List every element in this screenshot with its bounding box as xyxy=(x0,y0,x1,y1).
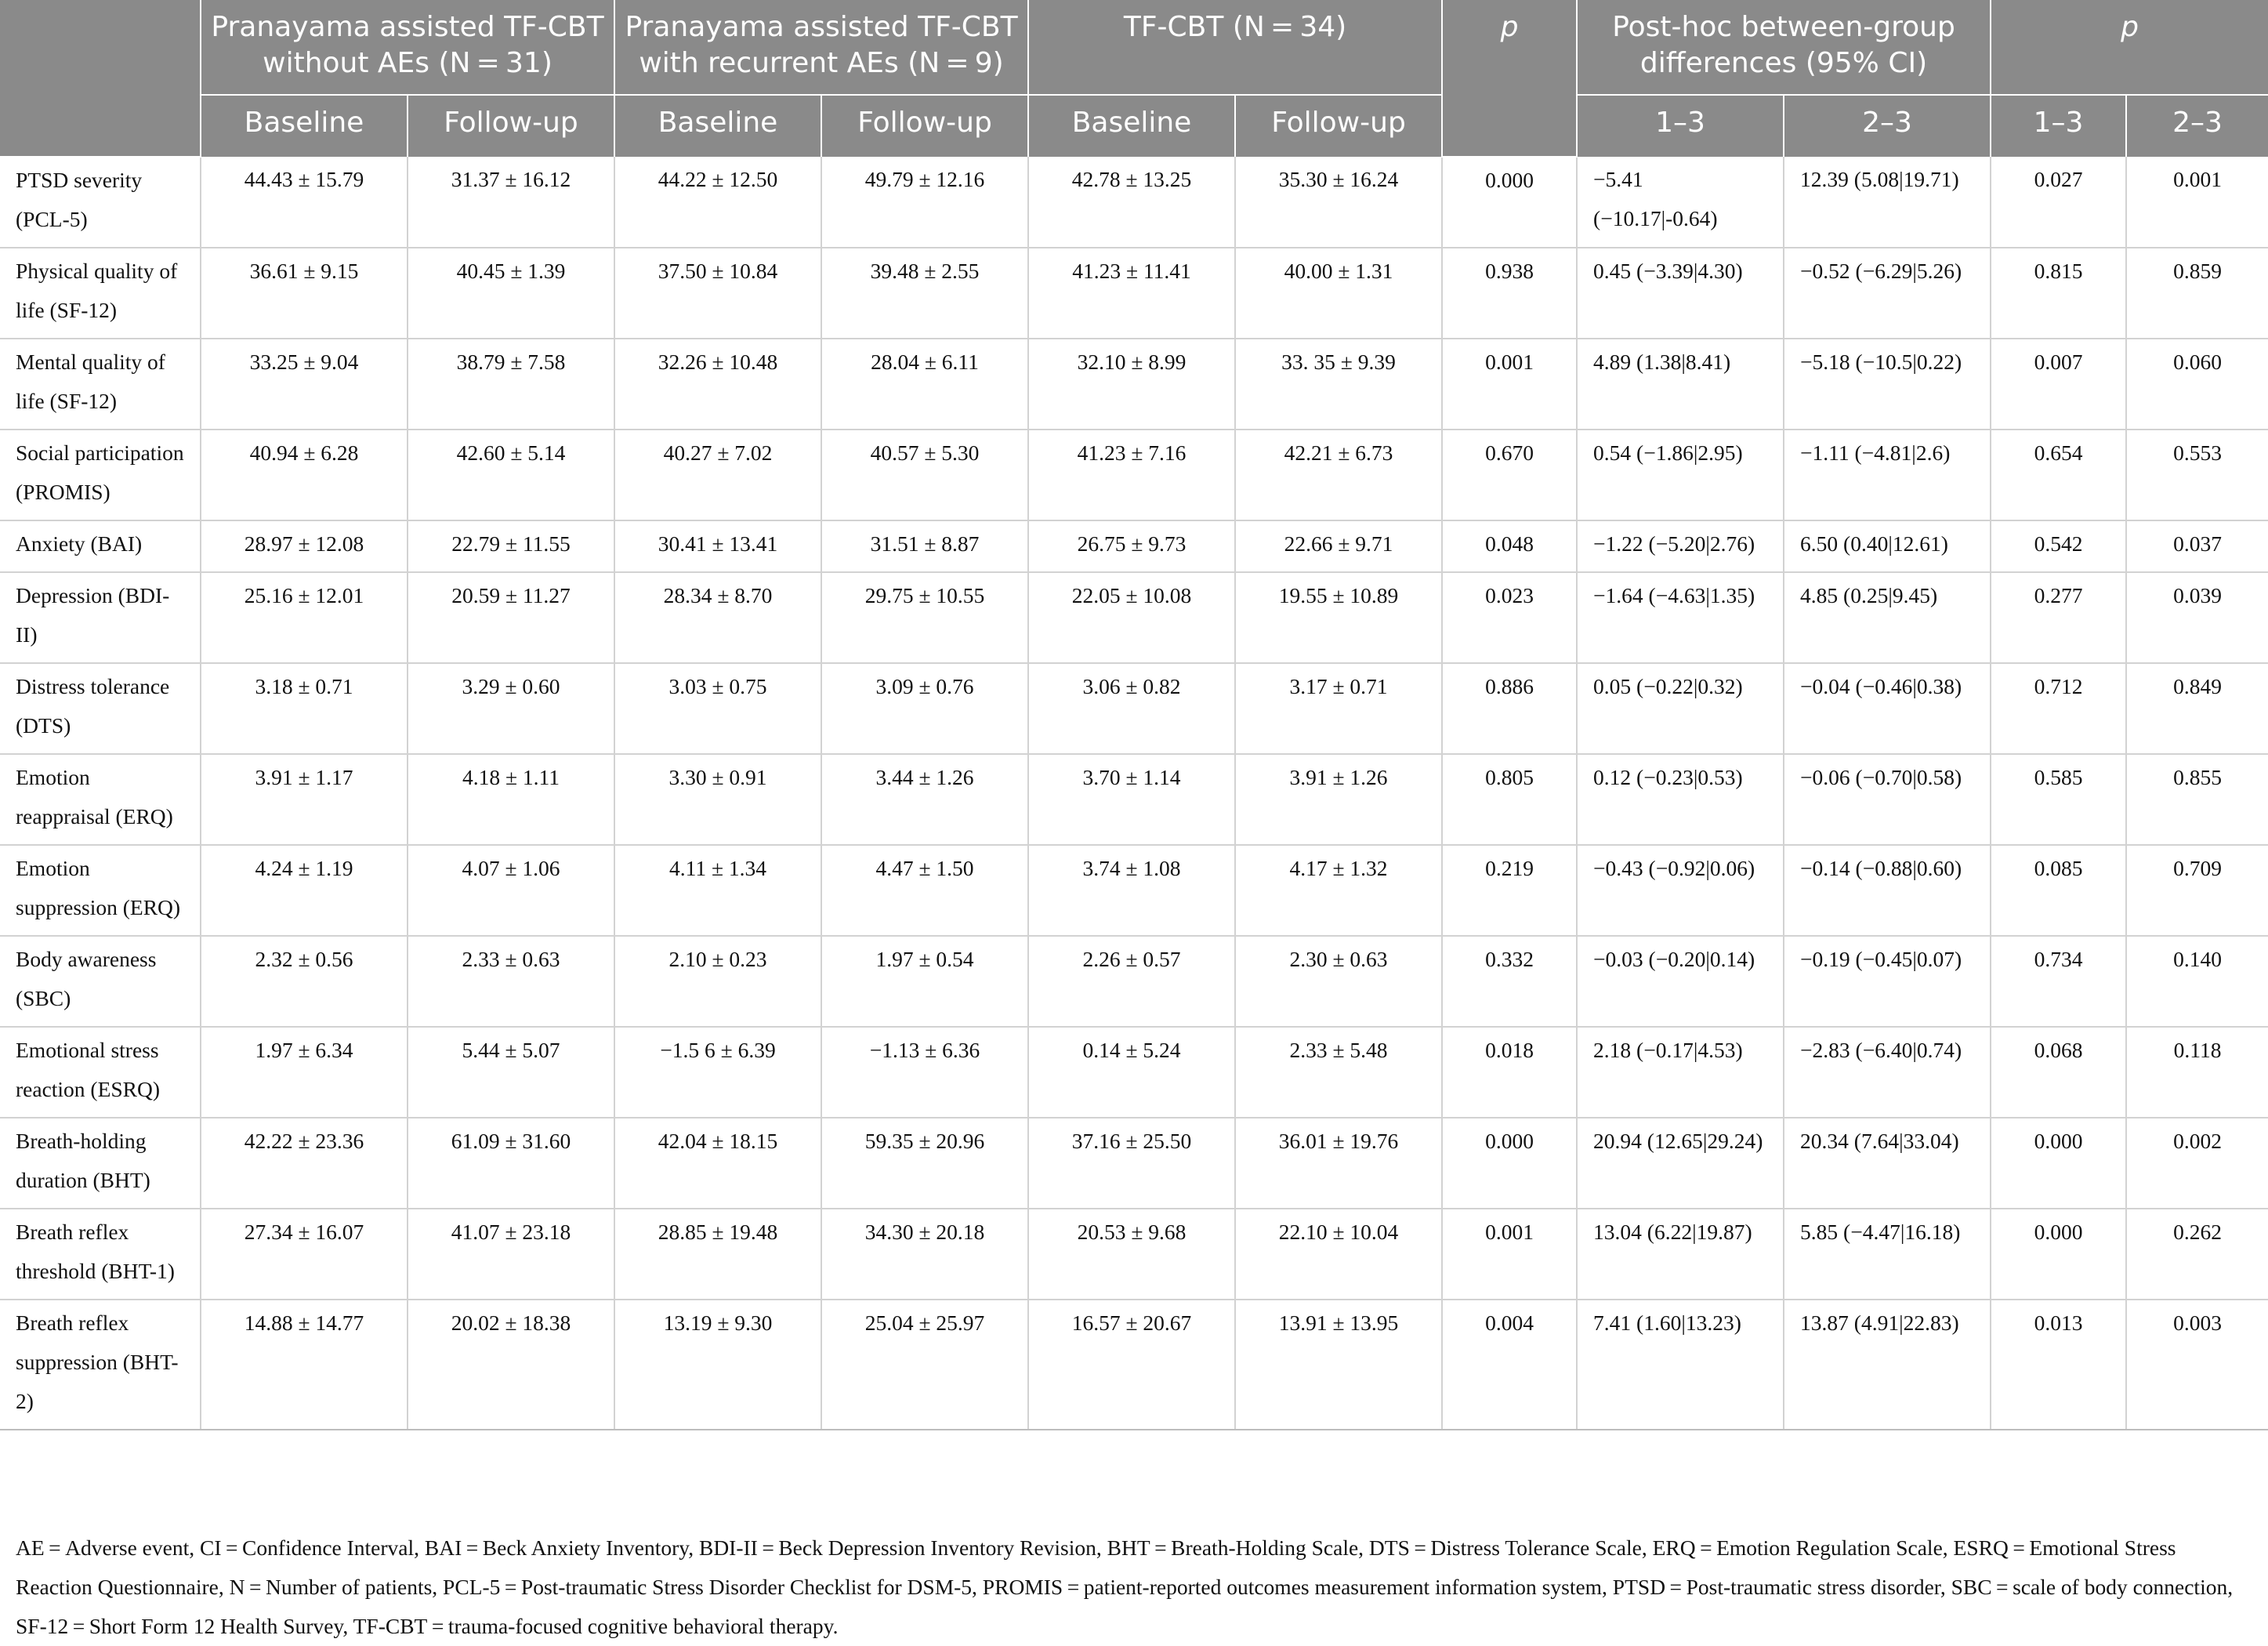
table-cell: 26.75 ± 9.73 xyxy=(1028,520,1235,572)
table-cell: 0.002 xyxy=(2126,1118,2268,1209)
table-cell: 0.004 xyxy=(1442,1300,1577,1430)
table-cell: 0.815 xyxy=(1991,248,2126,339)
table-row xyxy=(0,430,2268,520)
table-cell: 19.55 ± 10.89 xyxy=(1235,572,1442,663)
table-cell: 31.37 ± 16.12 xyxy=(408,157,614,248)
table-cell: 0.670 xyxy=(1442,430,1577,520)
table-cell: −1.11 (−4.81|2.6) xyxy=(1784,430,1991,520)
table-row xyxy=(0,157,2268,248)
table-cell: 0.048 xyxy=(1442,520,1577,572)
table-cell: −1.22 (−5.20|2.76) xyxy=(1577,520,1784,572)
table-cell: 0.000 xyxy=(1442,157,1577,248)
sub-header: Follow-up xyxy=(408,95,614,157)
table-cell: 0.037 xyxy=(2126,520,2268,572)
table-cell: 1.97 ± 0.54 xyxy=(821,936,1028,1027)
table-cell: 7.41 (1.60|13.23) xyxy=(1577,1300,1784,1430)
row-label: Breath reflex threshold (BHT-1) xyxy=(0,1209,201,1300)
table-row xyxy=(0,1118,2268,1209)
table-cell: 20.53 ± 9.68 xyxy=(1028,1209,1235,1300)
table-cell: 0.001 xyxy=(2126,157,2268,248)
table-cell: 12.39 (5.08|19.71) xyxy=(1784,157,1991,248)
table-cell: 2.33 ± 5.48 xyxy=(1235,1027,1442,1118)
table-cell: 44.43 ± 15.79 xyxy=(201,157,408,248)
table-cell: 3.91 ± 1.17 xyxy=(201,754,408,845)
table-cell: 13.19 ± 9.30 xyxy=(614,1300,821,1430)
table-cell: 3.06 ± 0.82 xyxy=(1028,663,1235,754)
table-cell: 3.17 ± 0.71 xyxy=(1235,663,1442,754)
table-cell: 20.59 ± 11.27 xyxy=(408,572,614,663)
table-row xyxy=(0,663,2268,754)
table-row xyxy=(0,1027,2268,1118)
table-cell: 40.94 ± 6.28 xyxy=(201,430,408,520)
table-cell: −1.13 ± 6.36 xyxy=(821,1027,1028,1118)
table-cell: 3.29 ± 0.60 xyxy=(408,663,614,754)
table-cell: 42.04 ± 18.15 xyxy=(614,1118,821,1209)
table-cell: 42.22 ± 23.36 xyxy=(201,1118,408,1209)
row-label: Breath-holding duration (BHT) xyxy=(0,1118,201,1209)
table-cell: 0.12 (−0.23|0.53) xyxy=(1577,754,1784,845)
table-cell: 28.34 ± 8.70 xyxy=(614,572,821,663)
table-cell: 33.25 ± 9.04 xyxy=(201,339,408,430)
sub-header: Follow-up xyxy=(821,95,1028,157)
table-cell: 3.03 ± 0.75 xyxy=(614,663,821,754)
table-cell: 0.000 xyxy=(1991,1209,2126,1300)
header-group2: Pranayama assisted TF-CBT with recurrent AEs (N = 9) xyxy=(614,0,1028,95)
table-cell: 27.34 ± 16.07 xyxy=(201,1209,408,1300)
table-cell: 14.88 ± 14.77 xyxy=(201,1300,408,1430)
table-cell: 4.07 ± 1.06 xyxy=(408,845,614,936)
table-cell: 0.849 xyxy=(2126,663,2268,754)
table-cell: 28.85 ± 19.48 xyxy=(614,1209,821,1300)
sub-header: 2–3 xyxy=(1784,95,1991,157)
table-cell: 0.45 (−3.39|4.30) xyxy=(1577,248,1784,339)
table-cell: 0.859 xyxy=(2126,248,2268,339)
table-cell: 4.24 ± 1.19 xyxy=(201,845,408,936)
table-cell: 13.91 ± 13.95 xyxy=(1235,1300,1442,1430)
table-cell: 3.09 ± 0.76 xyxy=(821,663,1028,754)
table-cell: 2.32 ± 0.56 xyxy=(201,936,408,1027)
table-cell: 25.16 ± 12.01 xyxy=(201,572,408,663)
table-cell: 0.886 xyxy=(1442,663,1577,754)
table-cell: 37.16 ± 25.50 xyxy=(1028,1118,1235,1209)
table-cell: 4.89 (1.38|8.41) xyxy=(1577,339,1784,430)
row-label: Physical quality of life (SF-12) xyxy=(0,248,201,339)
table-cell: −2.83 (−6.40|0.74) xyxy=(1784,1027,1991,1118)
table-cell: 37.50 ± 10.84 xyxy=(614,248,821,339)
table-cell: 13.87 (4.91|22.83) xyxy=(1784,1300,1991,1430)
table-row xyxy=(0,1209,2268,1300)
table-cell: 32.26 ± 10.48 xyxy=(614,339,821,430)
table-cell: 4.18 ± 1.11 xyxy=(408,754,614,845)
table-cell: 0.118 xyxy=(2126,1027,2268,1118)
table-cell: 40.45 ± 1.39 xyxy=(408,248,614,339)
table-cell: 22.05 ± 10.08 xyxy=(1028,572,1235,663)
table-cell: 0.000 xyxy=(1442,1118,1577,1209)
table-cell: 0.712 xyxy=(1991,663,2126,754)
table-cell: 22.10 ± 10.04 xyxy=(1235,1209,1442,1300)
table-cell: 25.04 ± 25.97 xyxy=(821,1300,1028,1430)
table-cell: 0.262 xyxy=(2126,1209,2268,1300)
table-cell: 35.30 ± 16.24 xyxy=(1235,157,1442,248)
table-cell: 2.33 ± 0.63 xyxy=(408,936,614,1027)
table-cell: 0.219 xyxy=(1442,845,1577,936)
table-cell: 36.01 ± 19.76 xyxy=(1235,1118,1442,1209)
table-cell: 41.07 ± 23.18 xyxy=(408,1209,614,1300)
row-label: Social participation (PROMIS) xyxy=(0,430,201,520)
header-group3: TF-CBT (N = 34) xyxy=(1028,0,1442,95)
table-cell: 2.18 (−0.17|4.53) xyxy=(1577,1027,1784,1118)
table-cell: 40.57 ± 5.30 xyxy=(821,430,1028,520)
table-cell: 6.50 (0.40|12.61) xyxy=(1784,520,1991,572)
sub-header: Baseline xyxy=(201,95,408,157)
table-cell: 2.26 ± 0.57 xyxy=(1028,936,1235,1027)
row-label: Mental quality of life (SF-12) xyxy=(0,339,201,430)
table-cell: 3.44 ± 1.26 xyxy=(821,754,1028,845)
row-label: Emotion suppression (ERQ) xyxy=(0,845,201,936)
table-cell: −1.64 (−4.63|1.35) xyxy=(1577,572,1784,663)
table-cell: 36.61 ± 9.15 xyxy=(201,248,408,339)
table-cell: 3.30 ± 0.91 xyxy=(614,754,821,845)
table-cell: 4.17 ± 1.32 xyxy=(1235,845,1442,936)
table-cell: 0.654 xyxy=(1991,430,2126,520)
header-group1: Pranayama assisted TF-CBT without AEs (N = 31) xyxy=(201,0,614,95)
table-cell: 0.013 xyxy=(1991,1300,2126,1430)
table-row xyxy=(0,339,2268,430)
table-cell: 30.41 ± 13.41 xyxy=(614,520,821,572)
table-cell: 0.023 xyxy=(1442,572,1577,663)
table-cell: 0.001 xyxy=(1442,1209,1577,1300)
table-cell: 0.855 xyxy=(2126,754,2268,845)
table-cell: 40.00 ± 1.31 xyxy=(1235,248,1442,339)
table-cell: 20.34 (7.64|33.04) xyxy=(1784,1118,1991,1209)
header-p-pairwise: p xyxy=(1991,0,2268,95)
table-cell: 49.79 ± 12.16 xyxy=(821,157,1028,248)
row-label: Emotional stress reaction (ESRQ) xyxy=(0,1027,201,1118)
table-cell: 22.79 ± 11.55 xyxy=(408,520,614,572)
table-cell: 0.585 xyxy=(1991,754,2126,845)
row-label: Distress tolerance (DTS) xyxy=(0,663,201,754)
table-cell: 1.97 ± 6.34 xyxy=(201,1027,408,1118)
table-cell: 0.14 ± 5.24 xyxy=(1028,1027,1235,1118)
table-row xyxy=(0,520,2268,572)
group-header-row xyxy=(0,0,2268,95)
table-cell: 0.734 xyxy=(1991,936,2126,1027)
table-cell: 13.04 (6.22|19.87) xyxy=(1577,1209,1784,1300)
table-cell: 0.068 xyxy=(1991,1027,2126,1118)
table-cell: 42.78 ± 13.25 xyxy=(1028,157,1235,248)
row-label: Body awareness (SBC) xyxy=(0,936,201,1027)
table-cell: −0.04 (−0.46|0.38) xyxy=(1784,663,1991,754)
table-cell: 4.85 (0.25|9.45) xyxy=(1784,572,1991,663)
table-cell: 34.30 ± 20.18 xyxy=(821,1209,1028,1300)
table-cell: −0.06 (−0.70|0.58) xyxy=(1784,754,1991,845)
table-cell: 59.35 ± 20.96 xyxy=(821,1118,1028,1209)
table-cell: 0.05 (−0.22|0.32) xyxy=(1577,663,1784,754)
table-cell: 41.23 ± 11.41 xyxy=(1028,248,1235,339)
table-cell: 0.542 xyxy=(1991,520,2126,572)
table-cell: −0.03 (−0.20|0.14) xyxy=(1577,936,1784,1027)
table-cell: 42.21 ± 6.73 xyxy=(1235,430,1442,520)
table-cell: −0.14 (−0.88|0.60) xyxy=(1784,845,1991,936)
table-cell: 16.57 ± 20.67 xyxy=(1028,1300,1235,1430)
table-row xyxy=(0,572,2268,663)
table-cell: 22.66 ± 9.71 xyxy=(1235,520,1442,572)
table-cell: 0.007 xyxy=(1991,339,2126,430)
table-cell: −0.52 (−6.29|5.26) xyxy=(1784,248,1991,339)
header-posthoc: Post-hoc between-group differences (95% CI) xyxy=(1577,0,1991,95)
row-label: Emotion reappraisal (ERQ) xyxy=(0,754,201,845)
table-cell: 2.10 ± 0.23 xyxy=(614,936,821,1027)
table-cell: 0.277 xyxy=(1991,572,2126,663)
table-cell: 0.039 xyxy=(2126,572,2268,663)
table-cell: 0.001 xyxy=(1442,339,1577,430)
sub-header: Baseline xyxy=(1028,95,1235,157)
row-label: Breath reflex suppression (BHT-2) xyxy=(0,1300,201,1430)
table-cell: 20.94 (12.65|29.24) xyxy=(1577,1118,1784,1209)
table-cell: 39.48 ± 2.55 xyxy=(821,248,1028,339)
table-cell: 41.23 ± 7.16 xyxy=(1028,430,1235,520)
table-cell: 61.09 ± 31.60 xyxy=(408,1118,614,1209)
table-cell: −0.19 (−0.45|0.07) xyxy=(1784,936,1991,1027)
table-cell: 4.11 ± 1.34 xyxy=(614,845,821,936)
table-cell: 0.085 xyxy=(1991,845,2126,936)
table-cell: 0.709 xyxy=(2126,845,2268,936)
table-cell: 2.30 ± 0.63 xyxy=(1235,936,1442,1027)
table-cell: −1.5 6 ± 6.39 xyxy=(614,1027,821,1118)
sub-header: Baseline xyxy=(614,95,821,157)
table-cell: 4.47 ± 1.50 xyxy=(821,845,1028,936)
sub-header: 1–3 xyxy=(1577,95,1784,157)
table-cell: 0.54 (−1.86|2.95) xyxy=(1577,430,1784,520)
sub-header: 2–3 xyxy=(2126,95,2268,157)
table-row xyxy=(0,936,2268,1027)
table-cell: 0.000 xyxy=(1991,1118,2126,1209)
table-cell: 0.332 xyxy=(1442,936,1577,1027)
table-cell: 0.140 xyxy=(2126,936,2268,1027)
table-cell: 38.79 ± 7.58 xyxy=(408,339,614,430)
row-label: PTSD severity (PCL-5) xyxy=(0,157,201,248)
table-cell: 0.003 xyxy=(2126,1300,2268,1430)
table-cell: −5.18 (−10.5|0.22) xyxy=(1784,339,1991,430)
table-cell: 31.51 ± 8.87 xyxy=(821,520,1028,572)
table-cell: 28.04 ± 6.11 xyxy=(821,339,1028,430)
table-cell: 3.74 ± 1.08 xyxy=(1028,845,1235,936)
table-cell: 32.10 ± 8.99 xyxy=(1028,339,1235,430)
table-row xyxy=(0,754,2268,845)
table-cell: 3.91 ± 1.26 xyxy=(1235,754,1442,845)
table-cell: 0.060 xyxy=(2126,339,2268,430)
row-label: Depression (BDI-II) xyxy=(0,572,201,663)
table-cell: 0.027 xyxy=(1991,157,2126,248)
sub-header-row xyxy=(0,95,2268,157)
table-cell: 3.70 ± 1.14 xyxy=(1028,754,1235,845)
table-cell: 3.18 ± 0.71 xyxy=(201,663,408,754)
table-cell: 33. 35 ± 9.39 xyxy=(1235,339,1442,430)
table-row xyxy=(0,845,2268,936)
table-cell: 0.805 xyxy=(1442,754,1577,845)
table-cell: 0.018 xyxy=(1442,1027,1577,1118)
table-row xyxy=(0,248,2268,339)
table-cell: 5.44 ± 5.07 xyxy=(408,1027,614,1118)
table-cell: 0.938 xyxy=(1442,248,1577,339)
header-p: p xyxy=(1442,0,1577,157)
table-cell: 29.75 ± 10.55 xyxy=(821,572,1028,663)
table-cell: −0.43 (−0.92|0.06) xyxy=(1577,845,1784,936)
row-label: Anxiety (BAI) xyxy=(0,520,201,572)
table-cell: −5.41 (−10.17|-0.64) xyxy=(1577,157,1784,248)
table-cell: 0.553 xyxy=(2126,430,2268,520)
table-cell: 28.97 ± 12.08 xyxy=(201,520,408,572)
table-cell: 5.85 (−4.47|16.18) xyxy=(1784,1209,1991,1300)
table-footnote: AE = Adverse event, CI = Confidence Interval, BAI = Beck Anxiety Inventory, BDI-II = Beck Depression Inventory Revision, BHT = Breath-Holding Scale, DTS = Distress Tolerance Scale, ERQ = Emotion Regulation Scale, ESRQ = Emotional Stress Reaction Questionnaire, N = Number of patients, PCL-5 = Post-traumatic Stress Disorder Checklist for DSM-5, PROMIS = patient-reported outcomes measurement information system, PTSD = Post-traumatic stress disorder, SBC = scale of body connection, SF-12 = Short Form 12 Health Survey, TF-CBT = trauma-focused cognitive behavioral therapy. xyxy=(16,1535,2234,1638)
table-body xyxy=(0,157,2268,1430)
sub-header: 1–3 xyxy=(1991,95,2126,157)
table-cell: 20.02 ± 18.38 xyxy=(408,1300,614,1430)
sub-header: Follow-up xyxy=(1235,95,1442,157)
table-cell: 40.27 ± 7.02 xyxy=(614,430,821,520)
table-cell: 42.60 ± 5.14 xyxy=(408,430,614,520)
header-blank xyxy=(0,0,201,157)
table-row xyxy=(0,1300,2268,1430)
table-cell: 44.22 ± 12.50 xyxy=(614,157,821,248)
